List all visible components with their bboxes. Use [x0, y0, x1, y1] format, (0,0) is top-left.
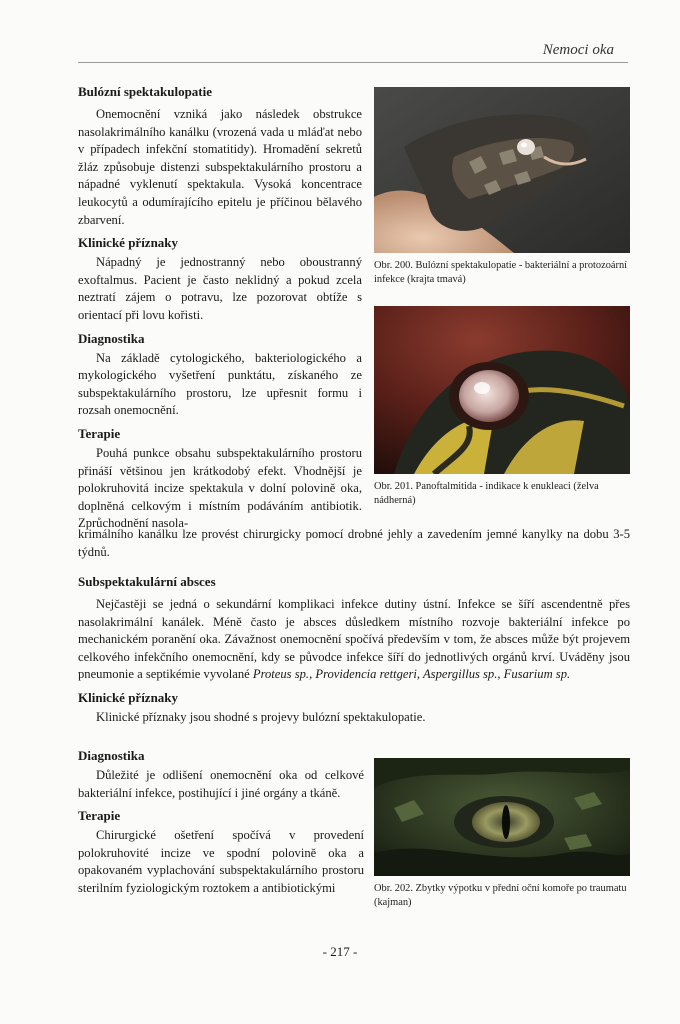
photo-python-eye [374, 87, 630, 253]
figure-200 [374, 87, 630, 287]
section-title: Bulózní spektakulopatie [78, 84, 213, 99]
intro-text: Nejčastěji se jedná o sekundární komplikaci infekce dutiny ústní. Infekce se šíří ascendentně přes nasolakrimální kanálek. Méně často je absces důsledkem místního rozvoje bakteriální infekce po mechanickém poranění oka. Závažnost onemocnění spočívá především v tom, že absces může být projevem celkového infekčního onemocnění, kdy se původce infekce šíří do jednotlivých orgánů krví. Uváděny jsou pneumonie a septikémie vyvolané [78, 597, 630, 682]
subheading-diagnostics: Diagnostika [78, 330, 145, 346]
section-title: Subspektakulární absces [78, 574, 216, 589]
figure-caption: Obr. 200. Bulózní spektakulopatie - bakteriální a protozoární infekce (krajta tmavá) [374, 260, 628, 285]
section2-left-column [78, 742, 364, 898]
subheading-signs: Klinické příznaky [78, 689, 179, 705]
photo-caiman-eye [374, 758, 630, 876]
subheading-signs: Klinické příznaky [78, 235, 179, 251]
therapy-paragraph: Chirurgické ošetření spočívá v provedení polokruhovité incize ve spodní polovině oka a opakovaném vyplachování subspektakulárního prostoru sterilním fyziologickým roztokem a antibiotickými [78, 828, 364, 895]
diagnostics-paragraph: Důležité je odlišení onemocnění oka od celkové bakteriální infekce, postihující i jiné orgány a tkáně. [78, 768, 364, 800]
subheading-therapy: Terapie [78, 808, 121, 824]
therapy-continuation [78, 526, 630, 561]
section-intro [78, 596, 630, 684]
photo-turtle-eye [374, 306, 630, 474]
figure-caption: Obr. 202. Zbytky výpotku v přední oční komoře po traumatu (kajman) [374, 883, 627, 908]
figure-201 [374, 306, 630, 508]
section-subspektakularni-absces [78, 574, 630, 727]
diagnostics-paragraph: Na základě cytologického, bakteriologického a mykologického vyšetření punktátu, získaného ze subspektakulárního prostoru, lze upřesnit formu i rozsah onemocnění. [78, 350, 362, 418]
section-bulozni-spektakulopatie [78, 84, 362, 533]
header-rule [78, 62, 628, 63]
page-number: - 217 - [322, 944, 358, 959]
signs-paragraph: Nápadný je jednostranný nebo oboustranný exoftalmus. Pacient je často neklidný a pokud zcela neztratí zájem o potravu, lze pozorovat obtíže s orientací při lovu kořisti. [78, 255, 362, 322]
therapy-paragraph-continued: krimálního kanálku lze provést chirurgicky pomocí drobné jehly a zavedením jemné kanylky na dobu 3-5 týdnů. [78, 527, 630, 559]
subheading-diagnostics: Diagnostika [78, 748, 145, 763]
figure-202 [374, 758, 630, 910]
subheading-therapy: Terapie [78, 425, 121, 441]
therapy-paragraph: Pouhá punkce obsahu subspektakulárního prostoru přináší většinou jen krátkodobý efekt. Vhodnější je polokruhovitá incize spektakula v dolní polovině oka, doplněná celkovým i místním podáváním antibiotik. Zprůchodnění nasola- [78, 445, 362, 531]
signs-paragraph: Klinické příznaky jsou shodné s projevy bulózní spektakulopatie. [96, 709, 426, 724]
running-head: Nemoci oka [542, 42, 614, 58]
species-list: Proteus sp., Providencia rettgeri, Aspergillus sp., Fusarium sp. [252, 667, 571, 682]
figure-caption: Obr. 201. Panoftalmitida - indikace k enukleaci (želva nádherná) [374, 481, 599, 506]
section-intro: Onemocnění vzniká jako následek obstrukce nasolakrimálního kanálku (vrozená vada u mláďat nebo v případech infekční stomatitidy). Hromadění sekretů žláz způsobuje distenzi subspektakulárního prostoru a nápadné vyklenutí spektakula. Vysoká koncentrace leukocytů a odumírajícího epitelu je příčinou bělavého zbarvení. [78, 107, 362, 227]
